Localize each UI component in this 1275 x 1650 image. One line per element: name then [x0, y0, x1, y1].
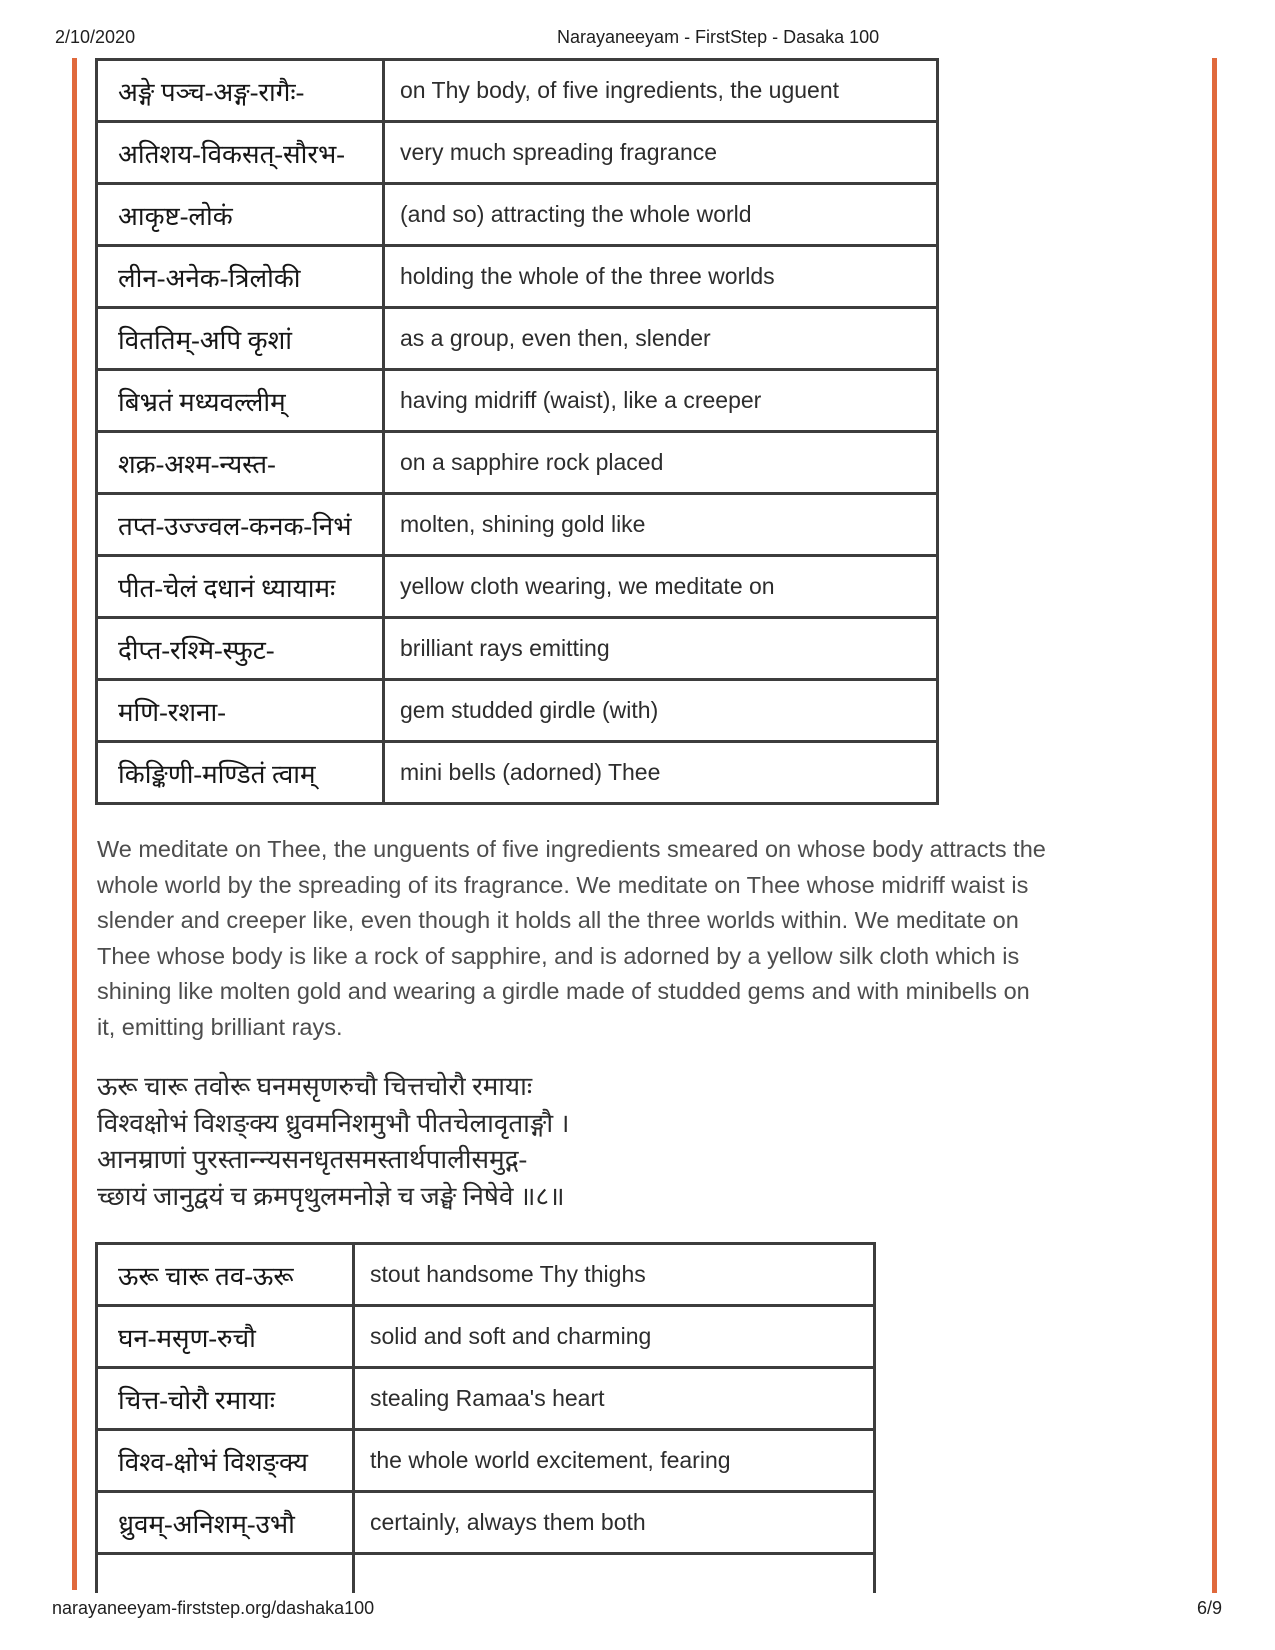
english-cell: on Thy body, of five ingredients, the uguent — [400, 77, 839, 103]
paragraph-line: slender and creeper like, even though it holds all the three worlds within. We meditate on — [97, 907, 1019, 933]
sanskrit-cell: किङ्किणी-मण्डितं त्वाम् — [98, 743, 385, 802]
print-footer-page-number: 6/9 — [1196, 1598, 1222, 1618]
english-cell: holding the whole of the three worlds — [400, 263, 775, 289]
sanskrit-cell: ध्रुवम्-अनिशम्-उभौ — [98, 1493, 355, 1552]
sanskrit-cell: तप्त-उज्ज्वल-कनक-निभं — [98, 495, 385, 554]
table-row — [98, 61, 936, 123]
table-row — [98, 557, 936, 619]
word-meaning-table-verse8 — [95, 1242, 876, 1593]
english-cell: stealing Ramaa's heart — [370, 1385, 605, 1411]
english-cell: mini bells (adorned) Thee — [400, 759, 661, 785]
english-cell: solid and soft and charming — [370, 1323, 652, 1349]
english-cell: gem studded girdle (with) — [400, 697, 659, 723]
sanskrit-cell: शक्र-अश्म-न्यस्त- — [98, 433, 385, 492]
english-cell: certainly, always them both — [370, 1509, 646, 1535]
sanskrit-cell: बिभ्रतं मध्यवल्लीम् — [98, 371, 385, 430]
table-row — [98, 743, 936, 802]
sanskrit-cell: ऊरू चारू तव-ऊरू — [98, 1245, 355, 1304]
sanskrit-cell: पीत-चेलं दधानं ध्यायामः — [98, 557, 385, 616]
table-row — [98, 681, 936, 743]
english-cell: having midriff (waist), like a creeper — [400, 387, 762, 413]
table-row — [98, 619, 936, 681]
table-row — [98, 1369, 873, 1431]
print-header-title: Narayaneeyam - FirstStep - Dasaka 100 — [557, 27, 880, 47]
english-cell: brilliant rays emitting — [400, 635, 610, 661]
sanskrit-cell: अतिशय-विकसत्-सौरभ- — [98, 123, 385, 182]
english-cell: (and so) attracting the whole world — [400, 201, 752, 227]
paragraph-line: Thee whose body is like a rock of sapphire, and is adorned by a yellow silk cloth which is — [97, 942, 1020, 969]
paragraph-line: whole world by the spreading of its fragrance. We meditate on Thee whose midriff waist is — [97, 871, 1029, 898]
sanskrit-cell: दीप्त-रश्मि-स्फुट- — [98, 619, 385, 678]
table-row — [98, 433, 936, 495]
verse-line: च्छायं जानुद्वयं च क्रमपृथुलमनोज्ञे च जङ्घे निषेवे ॥८॥ — [97, 1181, 565, 1211]
english-cell: as a group, even then, slender — [400, 325, 711, 351]
verse-line: विश्वक्षोभं विशङ्क्य ध्रुवमनिशमुभौ पीतचेलावृताङ्गौ । — [97, 1108, 570, 1138]
english-cell: the whole world excitement, fearing — [370, 1447, 731, 1473]
english-cell: molten, shining gold like — [400, 511, 646, 537]
word-meaning-table-verse7 — [95, 58, 939, 805]
sanskrit-cell: विततिम्-अपि कृशां — [98, 309, 385, 368]
table-row — [98, 1245, 873, 1307]
table-row — [98, 371, 936, 433]
sanskrit-cell: घन-मसृण-रुचौ — [98, 1307, 355, 1366]
table-row — [98, 123, 936, 185]
page-accent-border-left — [72, 58, 77, 1590]
sanskrit-cell — [98, 1555, 355, 1593]
verse-line: आनम्राणां पुरस्तान्न्यसनधृतसमस्तार्थपालीसमुद्ग- — [97, 1145, 528, 1174]
verse-line: ऊरू चारू तवोरू घनमसृणरुचौ चित्तचोरौ रमायाः — [97, 1072, 533, 1101]
english-cell: on a sapphire rock placed — [400, 449, 664, 475]
sanskrit-cell: लीन-अनेक-त्रिलोकी — [98, 247, 385, 306]
table-row — [98, 309, 936, 371]
table-row — [98, 495, 936, 557]
sanskrit-verse-8 — [97, 1069, 569, 1215]
paragraph-line: it, emitting brilliant rays. — [97, 1013, 343, 1040]
english-cell: yellow cloth wearing, we meditate on — [400, 573, 775, 599]
table-row — [98, 185, 936, 247]
paragraph-line: We meditate on Thee, the unguents of five ingredients smeared on whose body attracts the — [97, 836, 1046, 862]
table-row — [98, 1493, 873, 1555]
english-cell — [355, 1555, 873, 1593]
print-footer-url: narayaneeyam-firststep.org/dashaka100 — [52, 1598, 375, 1618]
english-cell: very much spreading fragrance — [400, 139, 718, 165]
sanskrit-cell: आकृष्ट-लोकं — [98, 185, 385, 244]
table-row — [98, 1431, 873, 1493]
paragraph-line: shining like molten gold and wearing a girdle made of studded gems and with minibells on — [97, 978, 1030, 1004]
table-row — [98, 247, 936, 309]
page-accent-border-right — [1212, 58, 1217, 1593]
print-header-date: 2/10/2020 — [55, 27, 136, 47]
table-row — [98, 1307, 873, 1369]
table-row-partial — [98, 1555, 873, 1593]
sanskrit-cell: मणि-रशना- — [98, 681, 385, 740]
english-cell: stout handsome Thy thighs — [370, 1261, 646, 1287]
sanskrit-cell: विश्व-क्षोभं विशङ्क्य — [98, 1431, 355, 1490]
translation-paragraph — [97, 832, 1187, 1045]
sanskrit-cell: चित्त-चोरौ रमायाः — [98, 1369, 355, 1428]
sanskrit-cell: अङ्गे पञ्च-अङ्ग-रागैः- — [98, 61, 385, 120]
